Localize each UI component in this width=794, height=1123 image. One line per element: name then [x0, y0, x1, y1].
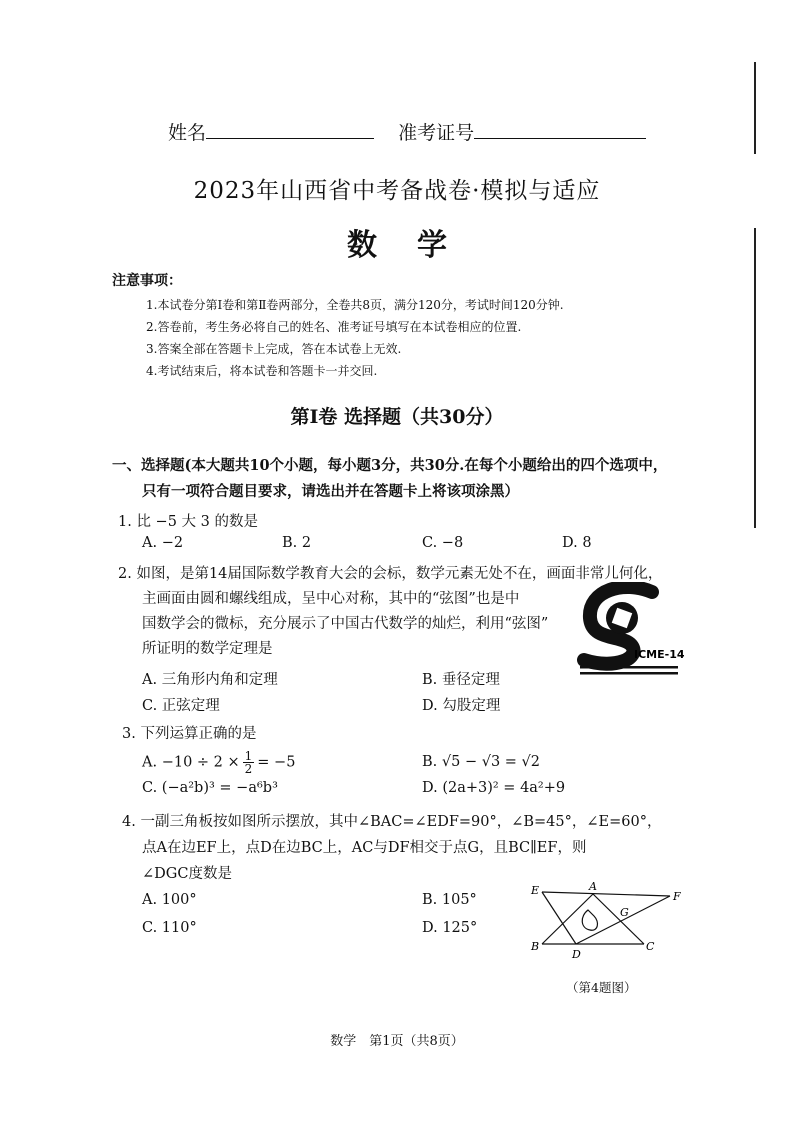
- q2-line-4: 所证明的数学定理是: [142, 641, 273, 657]
- notice-item-3: 3.答案全部在答题卡上完成，答在本试卷上无效.: [146, 342, 402, 356]
- name-field[interactable]: [206, 120, 374, 139]
- label-B: B: [531, 940, 540, 953]
- q1-option-b: B. 2: [282, 535, 312, 551]
- subject-title: 数学: [347, 228, 487, 263]
- label-C: C: [646, 940, 655, 953]
- q3-option-d: D. (2a+3)² = 4a²+9: [422, 780, 566, 796]
- q4-line-1: 4. 一副三角板按如图所示摆放，其中∠BAC=∠EDF=90°，∠B=45°，∠E=60°，: [122, 814, 662, 830]
- exam-id-field[interactable]: [474, 120, 646, 139]
- q2-option-c: C. 正弦定理: [142, 698, 220, 714]
- q3-fraction-denominator: 2: [244, 762, 253, 776]
- q3-stem: 3. 下列运算正确的是: [122, 726, 257, 742]
- notice-heading: 注意事项：: [112, 273, 182, 289]
- q1-option-a: A. −2: [142, 535, 184, 551]
- q4-line-2: 点A在边EF上，点D在边BC上，AC与DF相交于点G，且BC∥EF，则: [142, 840, 587, 856]
- line-ED: [542, 892, 576, 944]
- name-label: 姓名: [168, 122, 207, 144]
- q4-option-b: B. 105°: [422, 892, 477, 908]
- label-A: A: [589, 880, 597, 893]
- icme-logo: [574, 582, 686, 686]
- q4-figure-caption: （第4题图）: [566, 980, 637, 995]
- q1-stem: 1. 比 −5 大 3 的数是: [118, 514, 258, 530]
- q2-line-2: 主画面由圆和螺线组成，呈中心对称，其中的“弦图”也是中: [142, 591, 520, 607]
- q2-option-b: B. 垂径定理: [422, 672, 500, 688]
- q2-line-1: 2. 如图，是第14届国际数学教育大会的会标，数学元素无处不在，画面非常儿何化，: [118, 566, 663, 582]
- q2-option-a: A. 三角形内角和定理: [142, 672, 278, 688]
- q3-option-a-post: = −5: [257, 754, 296, 771]
- logo-bar-1: [580, 666, 678, 669]
- page-footer: 数学 第1页（共8页）: [330, 1034, 464, 1049]
- label-D: D: [572, 948, 581, 961]
- q3-option-a-pre: A. −10 ÷ 2 ×: [142, 754, 240, 771]
- q4-option-d: D. 125°: [422, 920, 478, 936]
- q2-line-3: 国数学会的微标，充分展示了中国古代数学的灿烂，利用“弦图”: [142, 616, 549, 632]
- notice-item-4: 4.考试结束后，将本试卷和答题卡一并交回.: [146, 364, 378, 378]
- label-F: F: [673, 890, 681, 903]
- line-AC: [593, 894, 644, 944]
- logo-bar-2: [580, 672, 678, 675]
- margin-line-top: [754, 62, 756, 154]
- logo-text: ICME-14: [634, 648, 685, 661]
- label-E: E: [531, 884, 540, 897]
- q2-option-d: D. 勾股定理: [422, 698, 501, 714]
- q3-fraction: [243, 750, 255, 775]
- section-title: 第Ⅰ卷 选择题（共30分）: [290, 406, 504, 428]
- exam-id-label: 准考证号: [398, 122, 475, 144]
- q3-option-c: C. (−a²b)³ = −a⁶b³: [142, 780, 278, 796]
- notice-item-1: 1.本试卷分第Ⅰ卷和第Ⅱ卷两部分，全卷共8页，满分120分，考试时间120分钟.: [146, 298, 564, 312]
- q4-line-3: ∠DGC度数是: [142, 866, 232, 882]
- q3-fraction-numerator: 1: [244, 749, 253, 763]
- part1-heading-line1: 一、选择题(本大题共10个小题，每小题3分，共30分.在每个小题给出的四个选项中，: [112, 457, 668, 474]
- line-EF: [542, 892, 670, 896]
- name-row: [168, 118, 646, 145]
- q4-figure: [528, 880, 688, 964]
- exam-title: 2023年山西省中考备战卷·模拟与适应: [193, 178, 601, 204]
- triangle-hole: [582, 910, 597, 930]
- line-BA: [542, 894, 593, 944]
- q1-option-d: D. 8: [562, 535, 592, 551]
- part1-heading-line2: 只有一项符合题目要求，请选出并在答题卡上将该项涂黑）: [142, 483, 519, 500]
- q3-option-b: B. √5 − √3 = √2: [422, 754, 541, 770]
- q3-option-a: [142, 750, 295, 775]
- margin-line-bottom: [754, 228, 756, 528]
- label-G: G: [620, 906, 629, 919]
- line-DF: [576, 896, 670, 944]
- notice-item-2: 2.答卷前，考生务必将自己的姓名、准考证号填写在本试卷相应的位置.: [146, 320, 522, 334]
- q4-option-c: C. 110°: [142, 920, 197, 936]
- q1-option-c: C. −8: [422, 535, 464, 551]
- q4-option-a: A. 100°: [142, 892, 197, 908]
